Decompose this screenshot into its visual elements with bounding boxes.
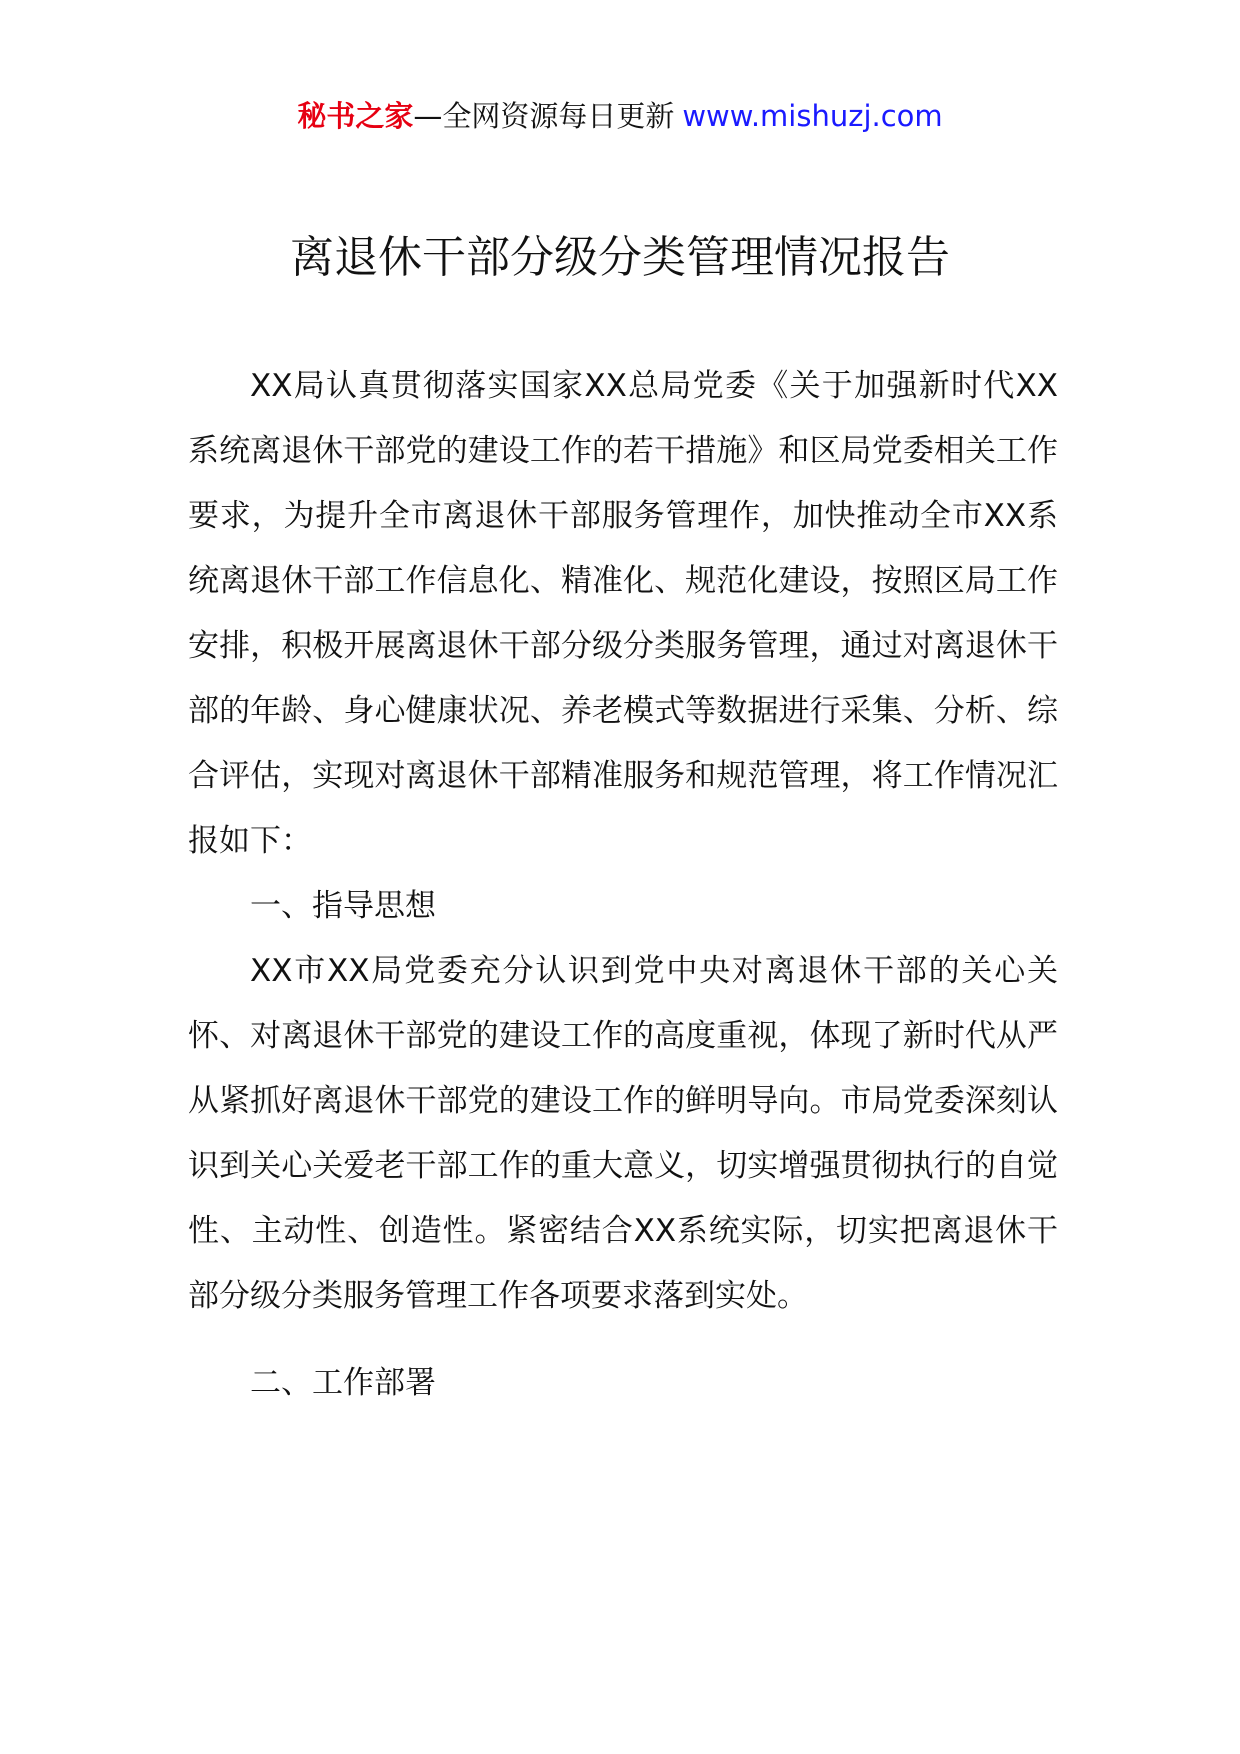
- document-title: 离退休干部分级分类管理情况报告: [290, 232, 950, 283]
- site-url-link[interactable]: www.mishuzj.com: [682, 99, 943, 133]
- section-heading-work-deployment: 二、工作部署: [250, 1365, 436, 1401]
- document-body: [188, 354, 1058, 1416]
- site-brand: 秘书之家: [297, 99, 414, 133]
- guiding-thought-paragraph: XX市XX局党委充分认识到党中央对离退休干部的关心关怀、对离退休干部党的建设工作的高度重视，体现了新时代从严从紧抓好离退休干部党的建设工作的鲜明导向。市局党委深刻认识到关心关爱老干部工作的重大意义，切实增强贯彻执行的自觉性、主动性、创造性。紧密结合XX系统实际，切实把离退休干部分级分类服务管理工作各项要求落到实处。: [188, 953, 1058, 1314]
- site-header: [0, 96, 1240, 136]
- site-tagline: —全网资源每日更新: [413, 99, 675, 133]
- section-gap: [188, 1329, 1058, 1351]
- intro-paragraph: XX局认真贯彻落实国家XX总局党委《关于加强新时代XX系统离退休干部党的建设工作的若干措施》和区局党委相关工作要求，为提升全市离退休干部服务管理作，加快推动全市XX系统离退休干部工作信息化、精准化、规范化建设，按照区局工作安排，积极开展离退休干部分级分类服务管理，通过对离退休干部的年龄、身心健康状况、养老模式等数据进行采集、分析、综合评估，实现对离退休干部精准服务和规范管理，将工作情况汇报如下：: [188, 368, 1058, 859]
- section-heading-guiding-thought: 一、指导思想: [250, 888, 436, 924]
